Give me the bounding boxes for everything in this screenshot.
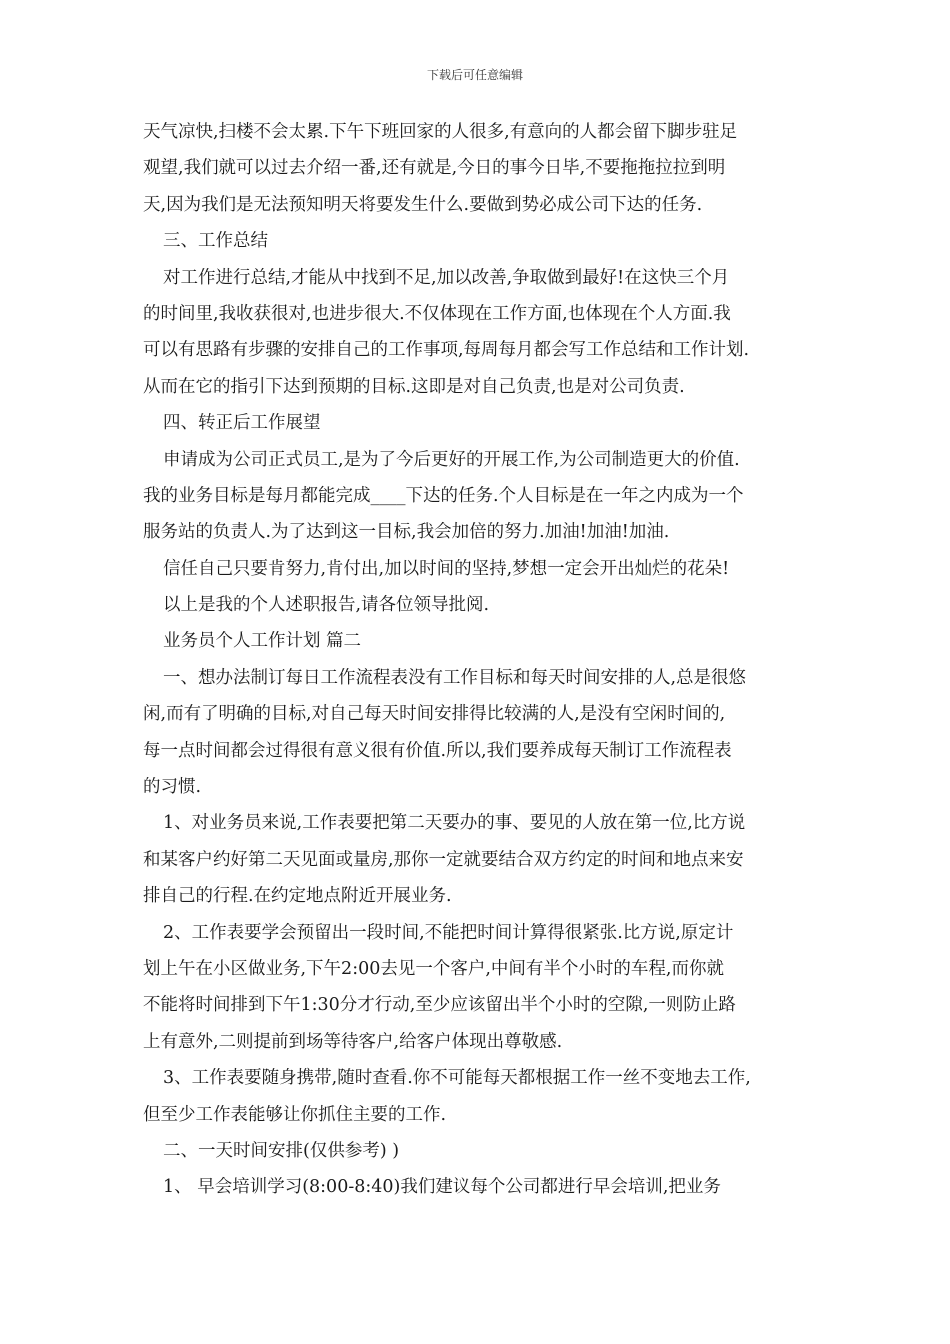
section-heading: 业务员个人工作计划 篇二: [163, 631, 362, 652]
body-line: 每一点时间都会过得很有意义很有价值.所以,我们要养成每天制订工作流程表: [143, 740, 732, 761]
body-line: 2、工作表要学会预留出一段时间,不能把时间计算得很紧张.比方说,原定计: [163, 922, 734, 943]
body-line: 观望,我们就可以过去介绍一番,还有就是,今日的事今日毕,不要拖拖拉拉到明: [143, 158, 726, 179]
body-line: 排自己的行程.在约定地点附近开展业务.: [143, 886, 452, 907]
body-line: 划上午在小区做业务,下午2:00去见一个客户,中间有半个小时的车程,而你就: [143, 958, 724, 979]
body-line: 信任自己只要肯努力,肯付出,加以时间的坚持,梦想一定会开出灿烂的花朵!: [163, 558, 730, 579]
body-line: 天气凉快,扫楼不会太累.下午下班回家的人很多,有意向的人都会留下脚步驻足: [143, 122, 738, 142]
body-line: 我的业务目标是每月都能完成____下达的任务.个人目标是在一年之内成为一个: [143, 485, 744, 506]
body-line: 对工作进行总结,才能从中找到不足,加以改善,争取做到最好!在这快三个月: [163, 267, 730, 288]
section-heading: 三、工作总结: [163, 231, 268, 252]
body-line: 不能将时间排到下午1:30分才行动,至少应该留出半个小时的空隙,一则防止路: [143, 995, 736, 1016]
body-line: 1、 早会培训学习(8:00-8:40)我们建议每个公司都进行早会培训,把业务: [163, 1177, 721, 1198]
body-line: 申请成为公司正式员工,是为了今后更好的开展工作,为公司制造更大的价值.: [163, 449, 740, 470]
document-body: [143, 114, 813, 1206]
body-line: 可以有思路有步骤的安排自己的工作事项,每周每月都会写工作总结和工作计划.: [143, 340, 750, 361]
body-line: 和某客户约好第二天见面或量房,那你一定就要结合双方约定的时间和地点来安: [143, 849, 744, 870]
page-header: 下载后可任意编辑: [426, 68, 523, 82]
body-line: 天,因为我们是无法预知明天将要发生什么.要做到势必成公司下达的任务.: [143, 194, 703, 215]
body-line: 3、工作表要随身携带,随时查看.你不可能每天都根据工作一丝不变地去工作,: [163, 1068, 751, 1089]
body-line: 的习惯.: [143, 777, 202, 798]
body-line: 从而在它的指引下达到预期的目标.这即是对自己负责,也是对公司负责.: [143, 376, 685, 397]
section-heading: 二、一天时间安排(仅供参考) ): [163, 1140, 400, 1161]
body-line: 的时间里,我收获很对,也进步很大.不仅体现在工作方面,也体现在个人方面.我: [143, 303, 731, 324]
body-line: 一、想办法制订每日工作流程表没有工作目标和每天时间安排的人,总是很悠: [163, 667, 747, 688]
body-line: 但至少工作表能够让你抓住主要的工作.: [143, 1104, 447, 1125]
body-line: 以上是我的个人述职报告,请各位领导批阅.: [163, 595, 490, 616]
body-line: 1、对业务员来说,工作表要把第二天要办的事、要见的人放在第一位,比方说: [163, 813, 746, 834]
body-line: 服务站的负责人.为了达到这一目标,我会加倍的努力.加油!加油!加油.: [143, 522, 670, 543]
section-heading: 四、转正后工作展望: [163, 413, 321, 434]
body-line: 闲,而有了明确的目标,对自己每天时间安排得比较满的人,是没有空闲时间的,: [143, 704, 726, 725]
body-line: 上有意外,二则提前到场等待客户,给客户体现出尊敬感.: [143, 1031, 563, 1052]
